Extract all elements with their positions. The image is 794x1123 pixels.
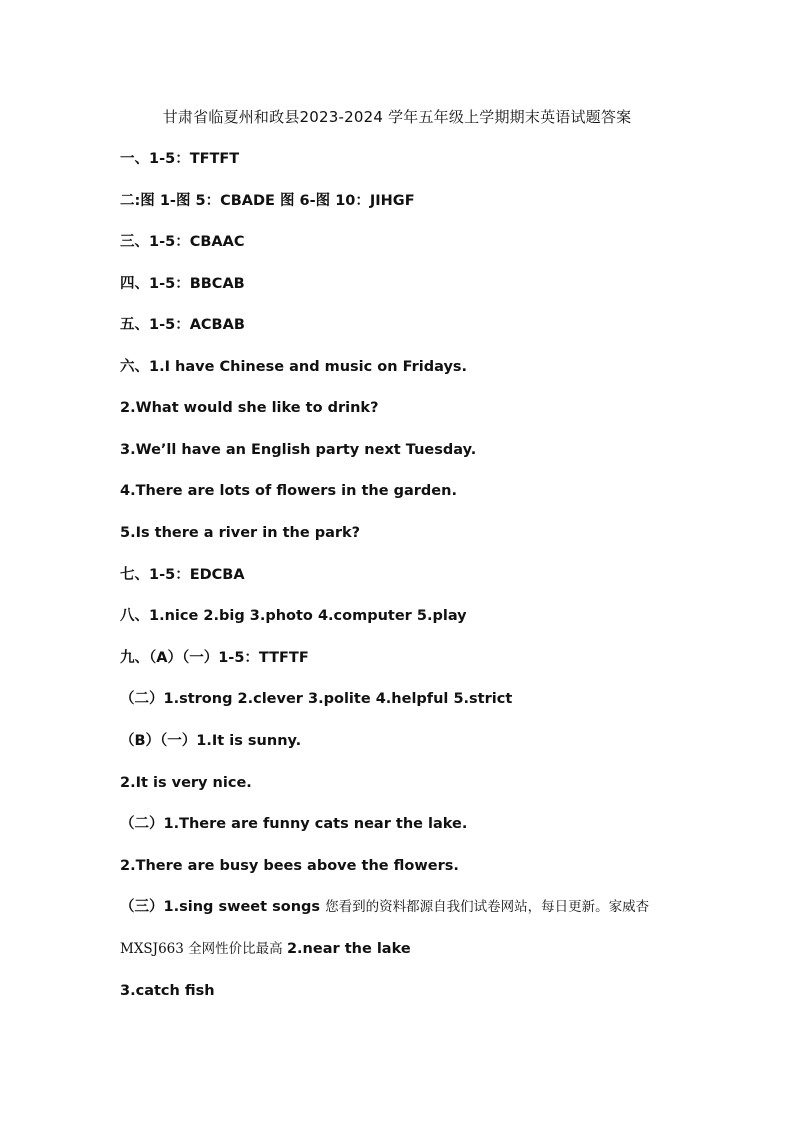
answer-line-10: 5.Is there a river in the park? bbox=[120, 525, 361, 541]
answer-line-6: 六、1.I have Chinese and music on Fridays. bbox=[120, 359, 468, 375]
answer-line-12: 八、1.nice 2.big 3.photo 4.computer 5.play bbox=[120, 608, 467, 624]
answer-text: （三）1.sing sweet songs bbox=[120, 899, 326, 915]
answer-line-14: （二）1.strong 2.clever 3.polite 4.helpful 5.strict bbox=[120, 691, 513, 707]
website-note: MXSJ663 全网性价比最高 bbox=[120, 941, 287, 957]
answer-line-19 bbox=[120, 897, 649, 917]
answer-text: 2.near the lake bbox=[286, 941, 411, 957]
answer-line-4: 四、1-5：BBCAB bbox=[120, 276, 245, 292]
document-title: 甘肃省临夏州和政县2023-2024 学年五年级上学期期末英语试题答案 bbox=[162, 108, 632, 126]
answer-line-21: 3.catch fish bbox=[120, 983, 215, 999]
answer-line-18: 2.There are busy bees above the flowers. bbox=[120, 858, 459, 874]
answer-line-16: 2.It is very nice. bbox=[120, 775, 252, 791]
answer-line-8: 3.We’ll have an English party next Tuesday. bbox=[120, 442, 477, 458]
answer-line-11: 七、1-5：EDCBA bbox=[120, 567, 245, 583]
answer-line-1: 一、1-5：TFTFT bbox=[120, 151, 240, 167]
answer-line-13: 九、（A）（一）1-5：TTFTF bbox=[120, 650, 309, 666]
answer-line-15: （B）（一）1.It is sunny. bbox=[120, 733, 302, 749]
answer-line-9: 4.There are lots of flowers in the garden. bbox=[120, 483, 457, 499]
answer-line-5: 五、1-5：ACBAB bbox=[120, 317, 245, 333]
answer-line-7: 2.What would she like to drink? bbox=[120, 400, 379, 416]
answer-line-20 bbox=[120, 939, 411, 959]
answer-line-17: （二）1.There are funny cats near the lake. bbox=[120, 816, 468, 832]
answer-line-2: 二:图 1-图 5：CBADE 图 6-图 10：JIHGF bbox=[120, 193, 415, 209]
answer-line-3: 三、1-5：CBAAC bbox=[120, 234, 245, 250]
website-note: 您看到的资料都源自我们试卷网站，每日更新。家威杏 bbox=[325, 899, 650, 915]
